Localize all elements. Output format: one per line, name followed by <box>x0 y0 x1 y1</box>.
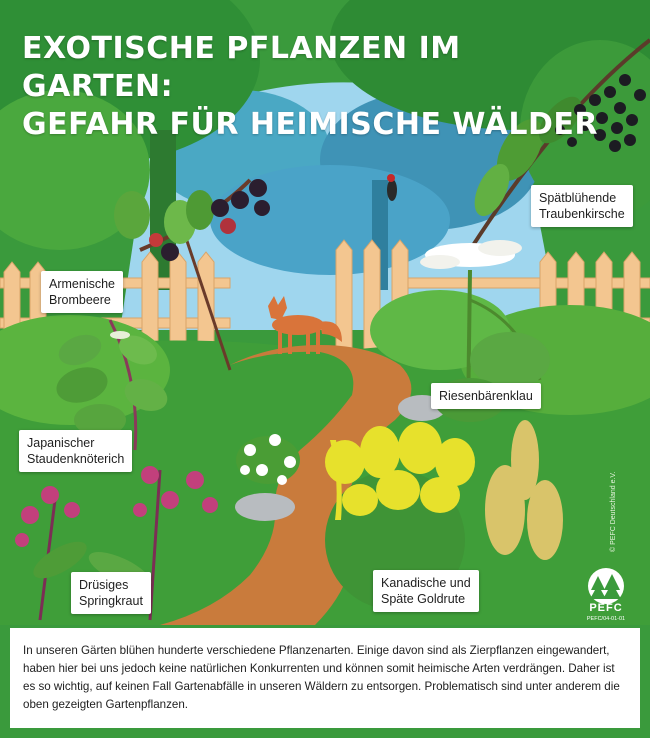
label-balsam-line-1: Drüsiges <box>79 578 129 592</box>
pefc-wordmark: PEFC <box>589 602 623 614</box>
label-cherry-line-2: Traubenkirsche <box>539 207 625 221</box>
woodpecker-head <box>387 174 395 182</box>
copyright-text: © PEFC Deutschland e.V. <box>610 471 617 552</box>
label-knotweed <box>19 430 132 472</box>
pefc-code: PEFC/04-01-01 <box>586 616 626 622</box>
stone <box>235 493 295 521</box>
label-blackberry-line-1: Armenische <box>49 277 115 291</box>
poster-title <box>22 30 622 144</box>
info-text: In unseren Gärten blühen hunderte verschiedene Pflanzenarten. Einige davon sind als Zierpflanzen eingewandert, haben hier bei uns jedoch keine natürlichen Konkurrenten und können somit heimische Arten verdrängen. Daher ist es so wichtig, auf keinen Fall Gartenabfälle in unseren Wäldern zu entsorgen. Problematisch sind unter anderem die oben gezeigten Gartenpflanzen. <box>23 644 620 711</box>
copyright-note <box>610 471 620 562</box>
info-box <box>10 628 640 728</box>
label-goldenrod <box>373 570 479 612</box>
label-goldenrod-line-1: Kanadische und <box>381 576 471 590</box>
label-goldenrod-line-2: Späte Goldrute <box>381 592 466 606</box>
label-balsam-line-2: Springkraut <box>79 594 143 608</box>
label-hogweed-line-1: Riesenbärenklau <box>439 389 533 403</box>
label-hogweed <box>431 383 541 409</box>
title-line-1: EXOTISCHE PFLANZEN IM GARTEN: <box>22 31 461 104</box>
label-knotweed-line-2: Staudenknöterich <box>27 452 125 466</box>
label-blackberry-line-2: Brombeere <box>49 293 111 307</box>
label-balsam <box>71 572 151 614</box>
label-cherry-line-1: Spätblühende <box>539 191 617 205</box>
label-blackberry <box>41 271 123 313</box>
label-cherry <box>531 185 633 227</box>
title-line-2: GEFAHR FÜR HEIMISCHE WÄLDER <box>22 107 598 142</box>
label-knotweed-line-1: Japanischer <box>27 436 95 450</box>
woodpecker <box>387 179 397 201</box>
